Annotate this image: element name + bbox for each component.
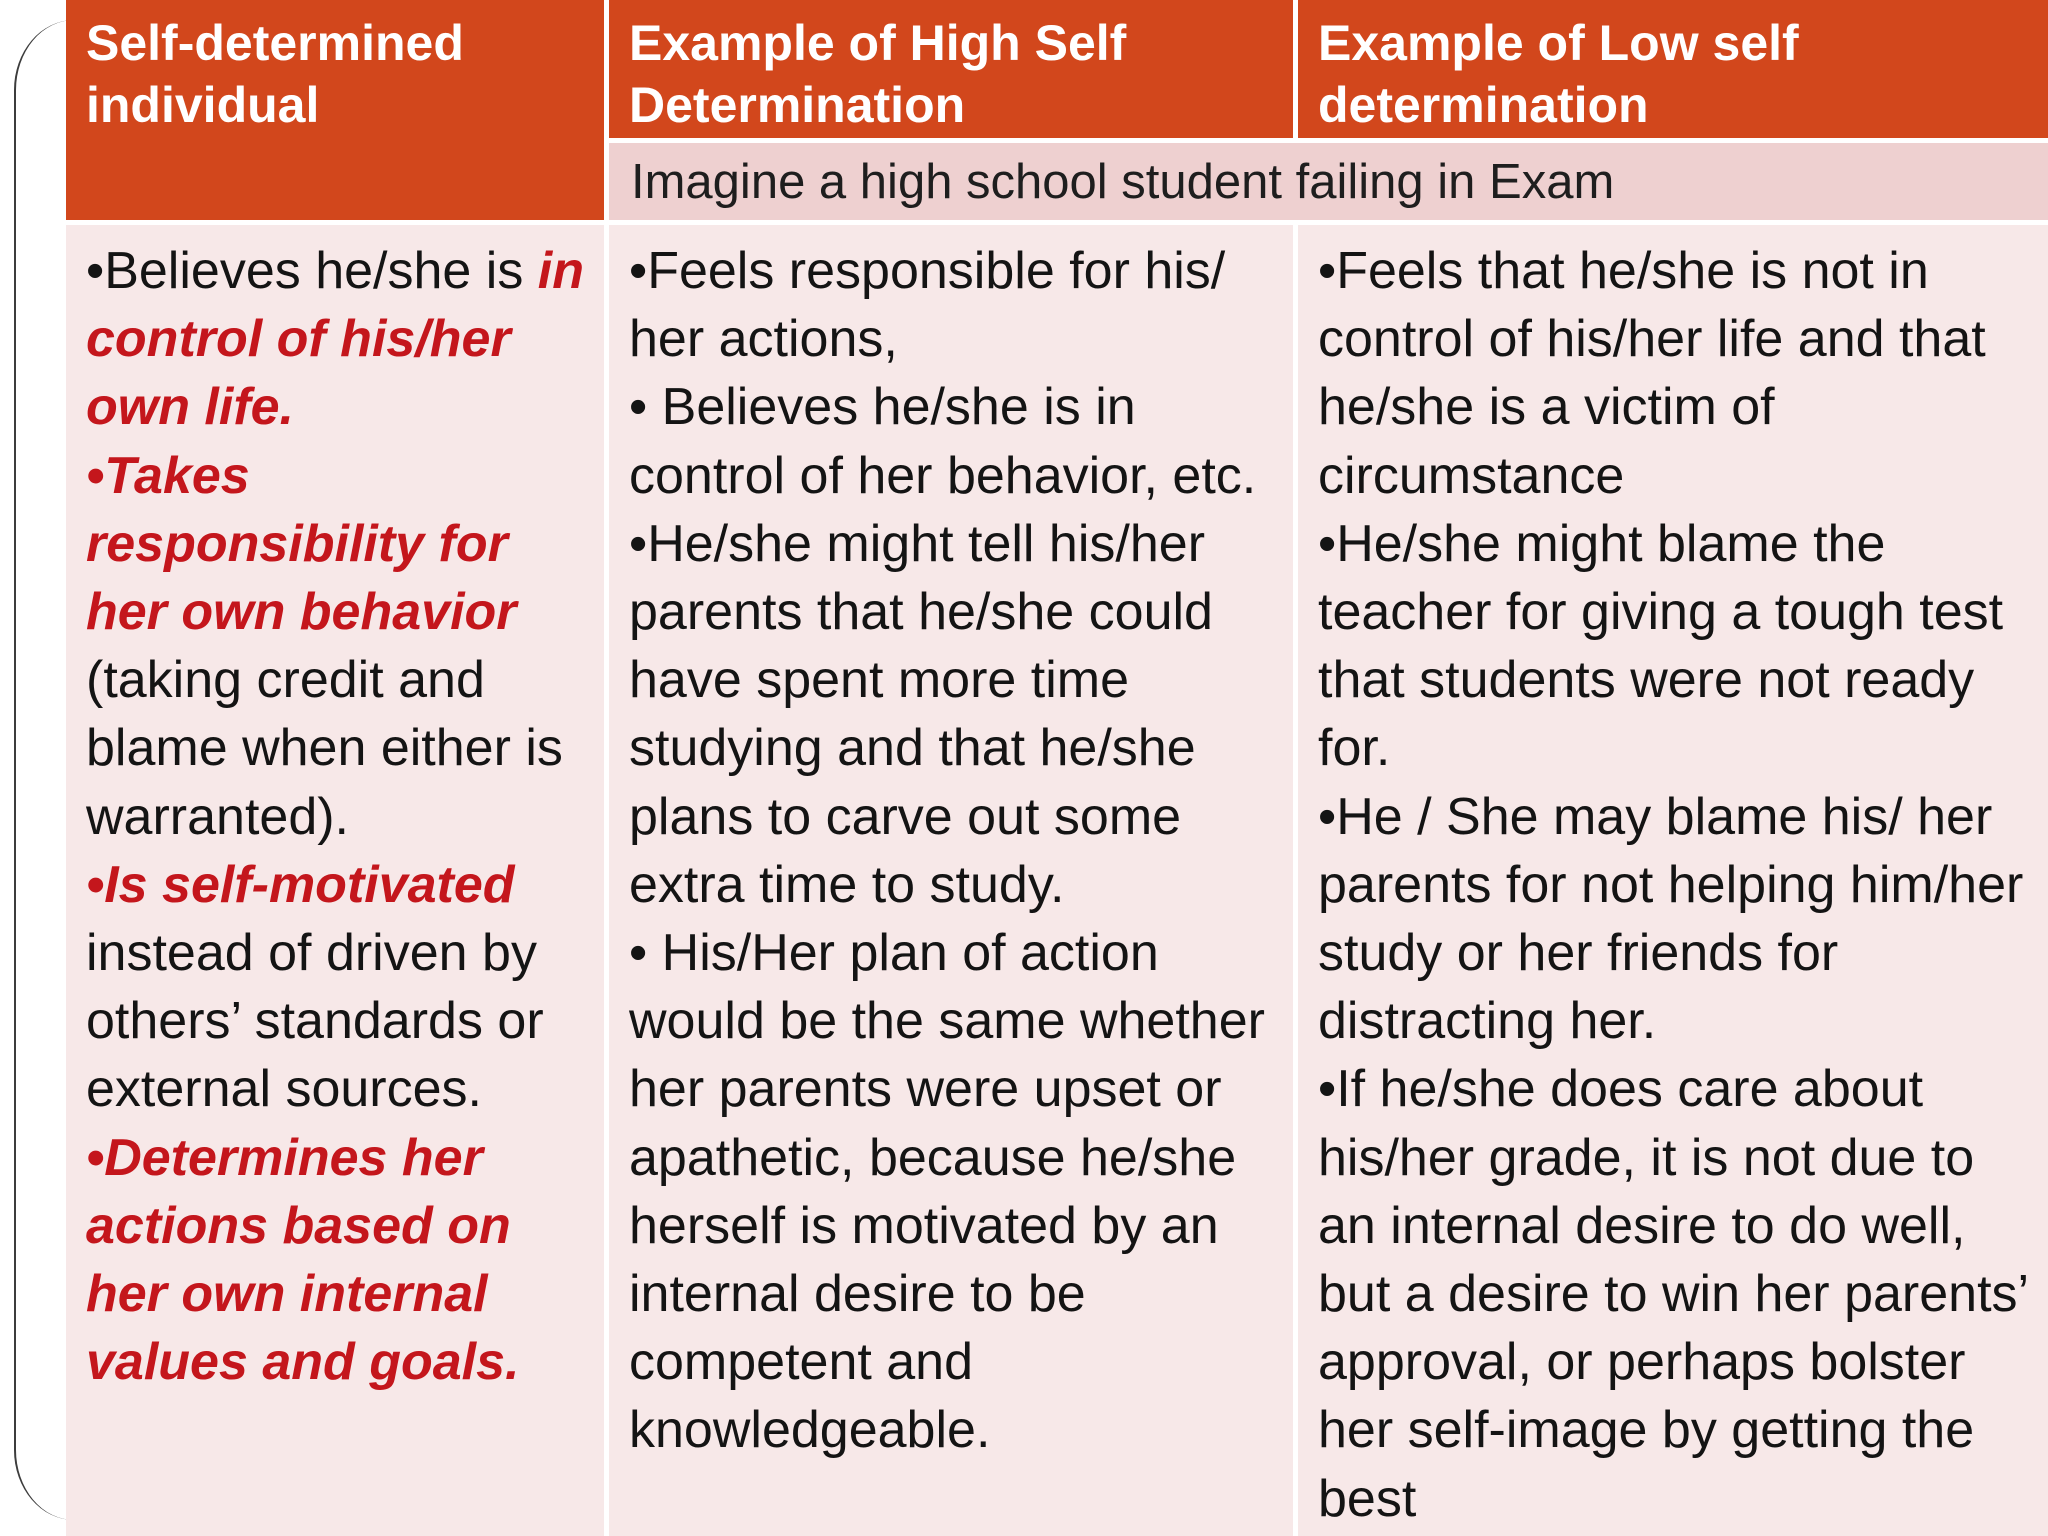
high-example-item: •He/she might tell his/her parents that he/she could have spent more time studying and that he/she plans to carve out some extra time to study. [629, 514, 1213, 914]
trait-internal-values: •Determines her actions based on her own internal values and goals. [86, 1128, 520, 1392]
header-high-self-determination: Example of High Self Determination [609, 0, 1293, 138]
low-self-determination-cell [1298, 225, 2048, 1536]
high-example-item: •Feels responsible for his/ her actions, [629, 242, 1226, 369]
header-self-determined: Self-determined individual [66, 0, 604, 220]
header-low-self-determination: Example of Low self determination [1298, 0, 2048, 138]
left-bracket-decoration [14, 20, 74, 1520]
low-example-item: •Feels that he/she is not in control of his/her life and that he/she is a victim of circumstance [1318, 242, 1986, 505]
low-example-item: •He / She may blame his/ her parents for not helping him/her study or her friends for distracting her. [1318, 787, 2024, 1051]
scenario-text: Imagine a high school student failing in Exam [631, 154, 1615, 209]
high-self-determination-cell [609, 225, 1293, 1536]
trait-responsibility: •Takes responsibility for her own behavior (taking credit and blame when either is warranted). [86, 446, 563, 846]
self-determined-traits-cell [66, 225, 604, 1536]
trait-self-motivated: •Is self-motivated instead of driven by others’ standards or external sources. [86, 855, 544, 1119]
low-example-item: •He/she might blame the teacher for giving a tough test that students were not ready for. [1318, 514, 2004, 778]
trait-in-control: •Believes he/she is in control of his/her own life. [86, 242, 584, 437]
high-example-item: • Believes he/she is in control of her behavior, etc. [629, 378, 1257, 505]
scenario-banner [609, 143, 2048, 220]
high-example-item: • His/Her plan of action would be the same whether her parents were upset or apathetic, because he/she herself is motivated by an internal desire to be competent and knowledgeable. [629, 924, 1265, 1460]
low-example-item: •If he/she does care about his/her grade, it is not due to an internal desire to do well, but a desire to win her parents’ approval, or perhaps bolster her self-image by getting the best [1318, 1060, 2028, 1528]
